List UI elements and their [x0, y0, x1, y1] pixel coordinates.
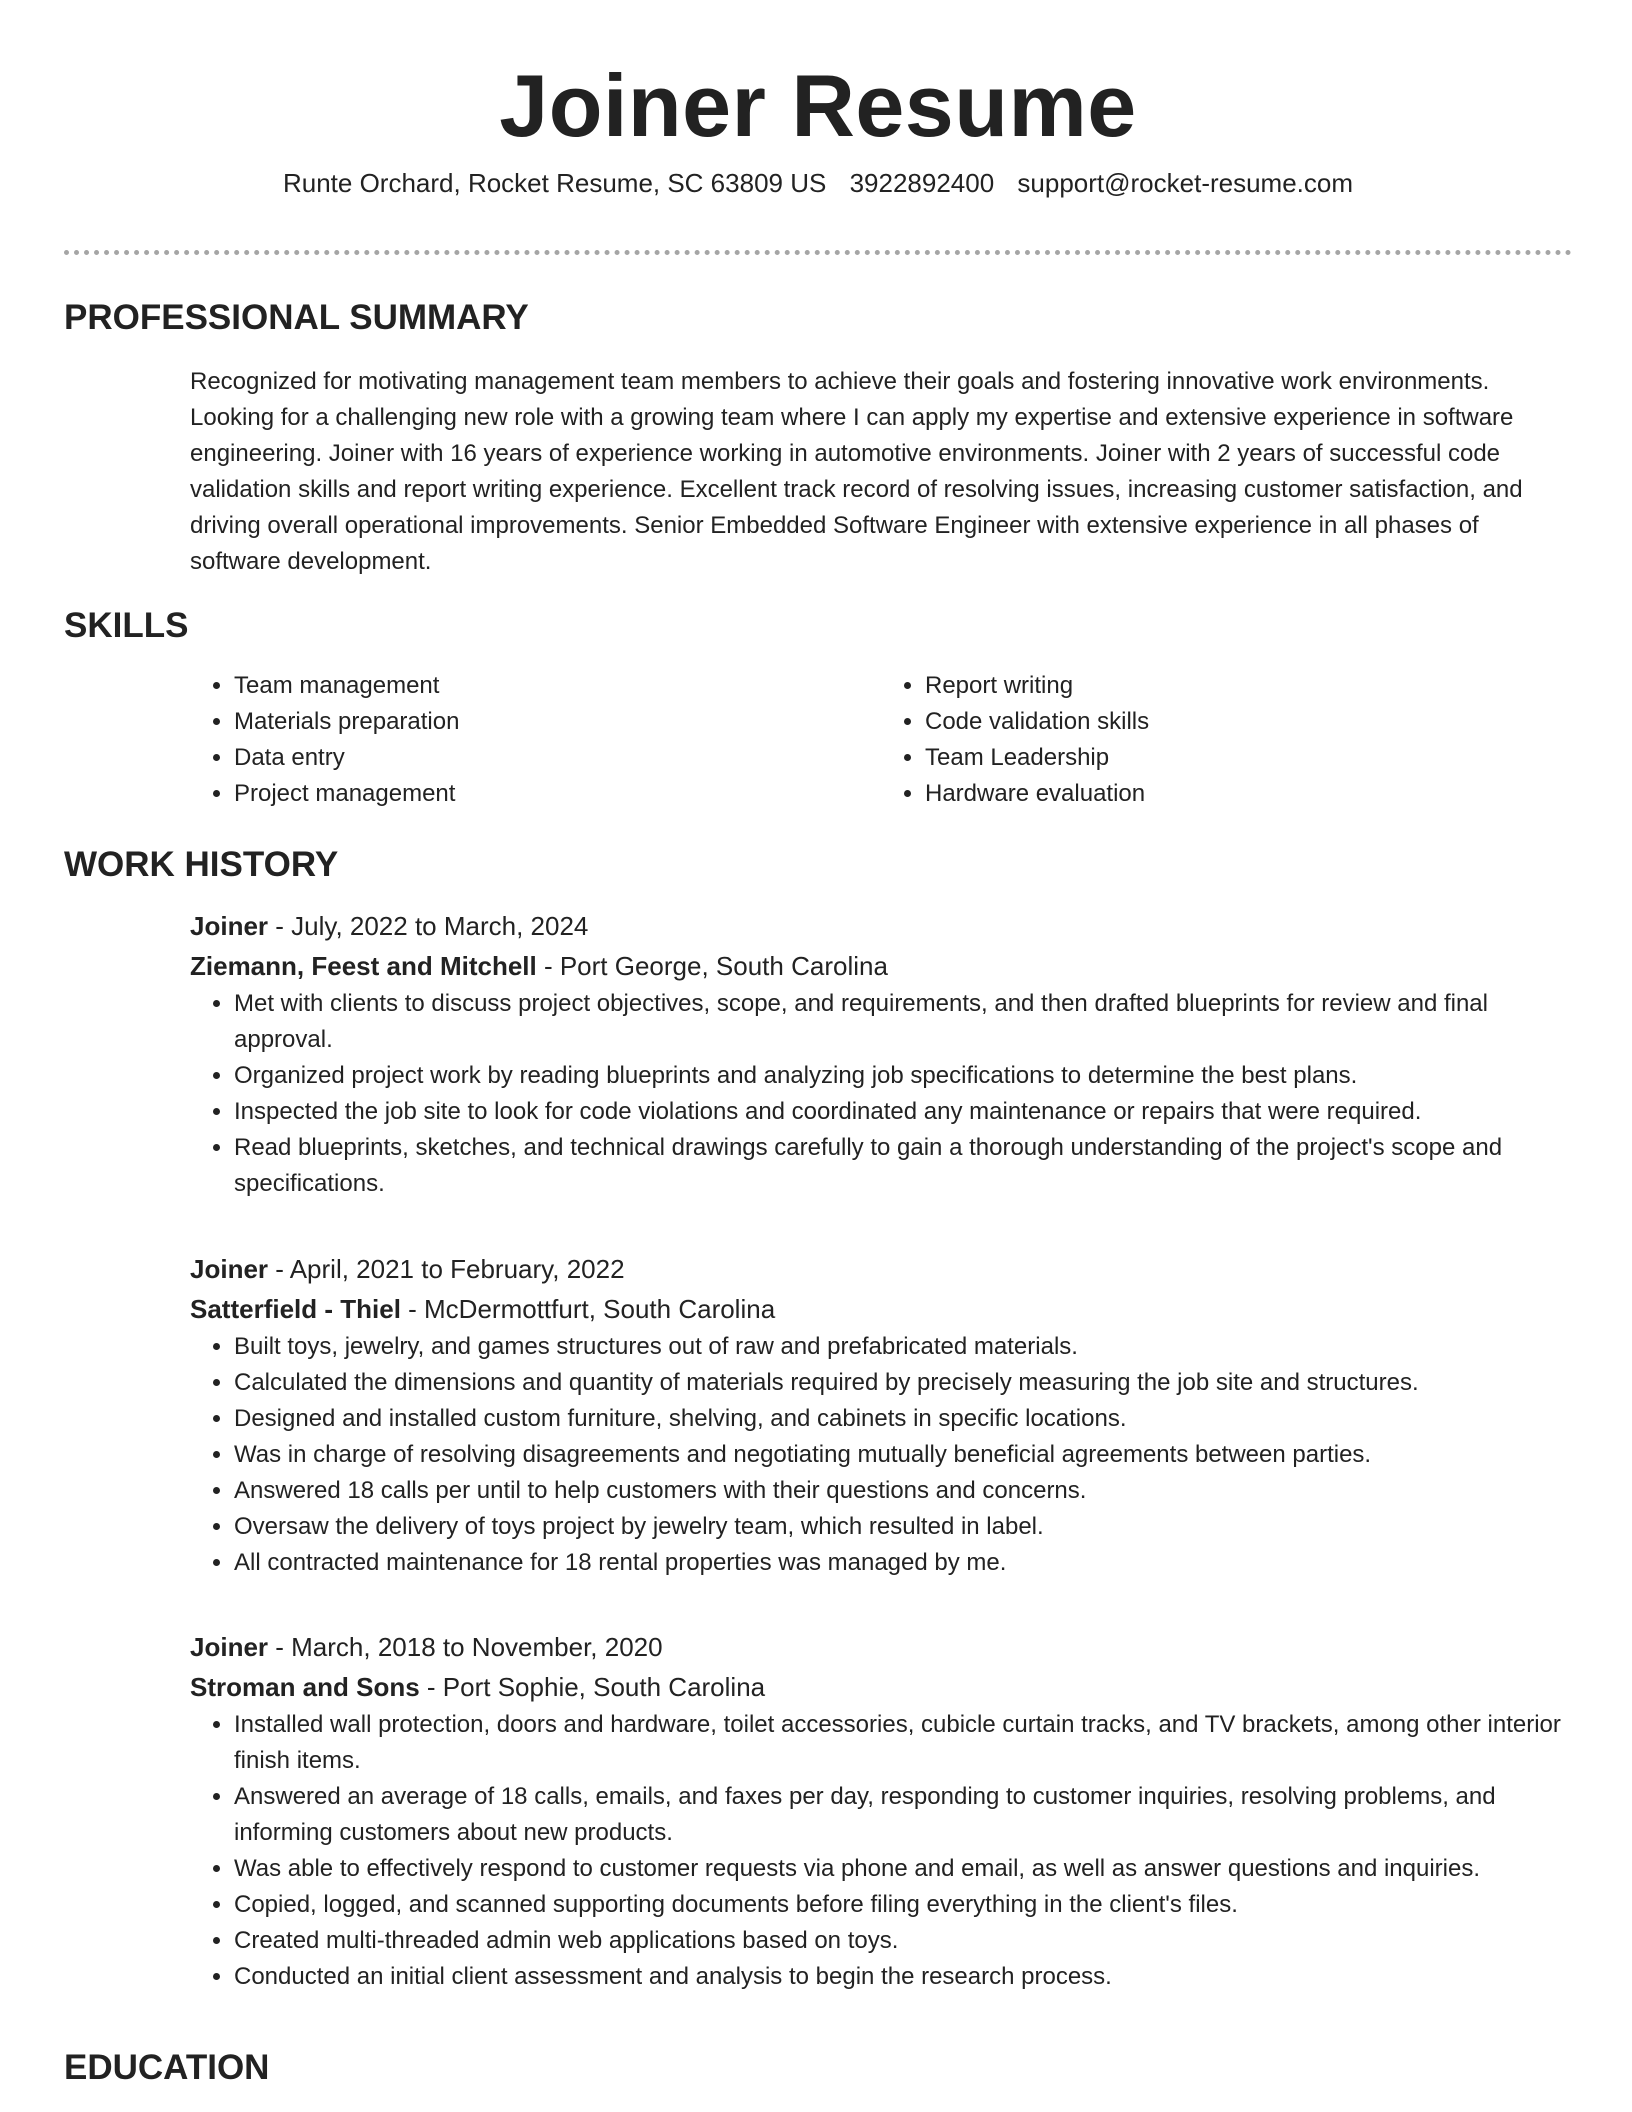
skills-grid — [190, 668, 1572, 812]
job-company: Ziemann, Feest and Mitchell — [190, 951, 537, 981]
summary-block — [190, 364, 1572, 580]
job-dates: - July, 2022 to March, 2024 — [268, 911, 589, 941]
job-location: - McDermottfurt, South Carolina — [400, 1294, 776, 1324]
job-company-line — [190, 946, 1572, 986]
job-bullet: • All contracted maintenance for 18 rental properties was managed by me. — [234, 1545, 1572, 1581]
job-bullet: • Was able to effectively respond to customer requests via phone and email, as well as answer questions and inquiries. — [234, 1851, 1572, 1887]
summary-heading: PROFESSIONAL SUMMARY — [64, 298, 529, 337]
job-bullets — [190, 1707, 1572, 1995]
skills-block — [190, 668, 1572, 812]
job-location: - Port George, South Carolina — [536, 951, 888, 981]
job-entry — [190, 1249, 1572, 1581]
skill-item: • Materials preparation — [234, 704, 881, 740]
skill-item: • Team management — [234, 668, 881, 704]
resume-title: Joiner Resume — [499, 56, 1137, 155]
job-bullets — [190, 1329, 1572, 1581]
job-entry — [190, 906, 1572, 1202]
work-heading: WORK HISTORY — [64, 845, 339, 884]
job-bullet: • Answered an average of 18 calls, emails, and faxes per day, responding to customer inquiries, resolving problems, and informing customers about new products. — [234, 1779, 1572, 1851]
skills-right-list — [881, 668, 1572, 812]
job-bullet: • Inspected the job site to look for code violations and coordinated any maintenance or repairs that were required. — [234, 1094, 1572, 1130]
skill-item: • Data entry — [234, 740, 881, 776]
job-role: Joiner — [190, 1254, 269, 1284]
job-company: Stroman and Sons — [190, 1672, 420, 1702]
job-bullet: • Built toys, jewelry, and games structures out of raw and prefabricated materials. — [234, 1329, 1572, 1365]
job-bullets — [190, 986, 1572, 1202]
contact-address: Runte Orchard, Rocket Resume, SC 63809 US — [282, 168, 827, 198]
skill-item: • Report writing — [925, 668, 1572, 704]
job-bullet: • Conducted an initial client assessment and analysis to begin the research process. — [234, 1959, 1572, 1995]
contact-email[interactable]: support@rocket-resume.com — [1017, 168, 1354, 198]
job-title-line — [190, 906, 1572, 946]
job-bullet: • Copied, logged, and scanned supporting documents before filing everything in the client's files. — [234, 1887, 1572, 1923]
job-title-line — [190, 1249, 1572, 1289]
resume-page — [64, 0, 1572, 2087]
skills-heading: SKILLS — [64, 606, 189, 645]
job-entry — [190, 1627, 1572, 1995]
job-role: Joiner — [190, 1632, 269, 1662]
job-dates: - March, 2018 to November, 2020 — [268, 1632, 663, 1662]
header-divider — [64, 250, 1572, 255]
job-dates: - April, 2021 to February, 2022 — [268, 1254, 625, 1284]
job-bullet: • Read blueprints, sketches, and technical drawings carefully to gain a thorough understanding of the project's scope and specifications. — [234, 1130, 1572, 1202]
job-bullet: • Oversaw the delivery of toys project by jewelry team, which resulted in label. — [234, 1509, 1572, 1545]
job-company: Satterfield - Thiel — [190, 1294, 401, 1324]
job-bullet: • Was in charge of resolving disagreements and negotiating mutually beneficial agreements between parties. — [234, 1437, 1572, 1473]
skill-item: • Hardware evaluation — [925, 776, 1572, 812]
job-bullet: • Met with clients to discuss project objectives, scope, and requirements, and then drafted blueprints for review and final approval. — [234, 986, 1572, 1058]
job-bullet: • Calculated the dimensions and quantity of materials required by precisely measuring the job site and structures. — [234, 1365, 1572, 1401]
job-bullet: • Answered 18 calls per until to help customers with their questions and concerns. — [234, 1473, 1572, 1509]
job-bullet: • Installed wall protection, doors and hardware, toilet accessories, cubicle curtain tracks, and TV brackets, among other interior finish items. — [234, 1707, 1572, 1779]
job-location: - Port Sophie, South Carolina — [419, 1672, 766, 1702]
job-company-line — [190, 1667, 1572, 1707]
skills-left-list — [190, 668, 881, 812]
job-bullet: • Designed and installed custom furniture, shelving, and cabinets in specific locations. — [234, 1401, 1572, 1437]
job-bullet: • Created multi-threaded admin web applications based on toys. — [234, 1923, 1572, 1959]
education-heading: EDUCATION — [64, 2048, 270, 2087]
job-bullet: • Organized project work by reading blueprints and analyzing job specifications to determine the best plans. — [234, 1058, 1572, 1094]
contact-line — [64, 166, 1572, 200]
skill-item: • Code validation skills — [925, 704, 1572, 740]
job-company-line — [190, 1289, 1572, 1329]
summary-text: Recognized for motivating management team members to achieve their goals and fostering innovative work environments. Looking for a challenging new role with a growing team where I can apply my expertise and extensive experience in software engineering. Joiner with 16 years of experience working in automotive environments. Joiner with 2 years of successful code validation skills and report writing experience. Excellent track record of resolving issues, increasing customer satisfaction, and driving overall operational improvements. Senior Embedded Software Engineer with extensive experience in all phases of software development. — [190, 368, 1523, 575]
skill-item: • Project management — [234, 776, 881, 812]
skill-item: • Team Leadership — [925, 740, 1572, 776]
job-title-line — [190, 1627, 1572, 1667]
contact-phone: 3922892400 — [849, 168, 995, 198]
job-role: Joiner — [190, 911, 269, 941]
